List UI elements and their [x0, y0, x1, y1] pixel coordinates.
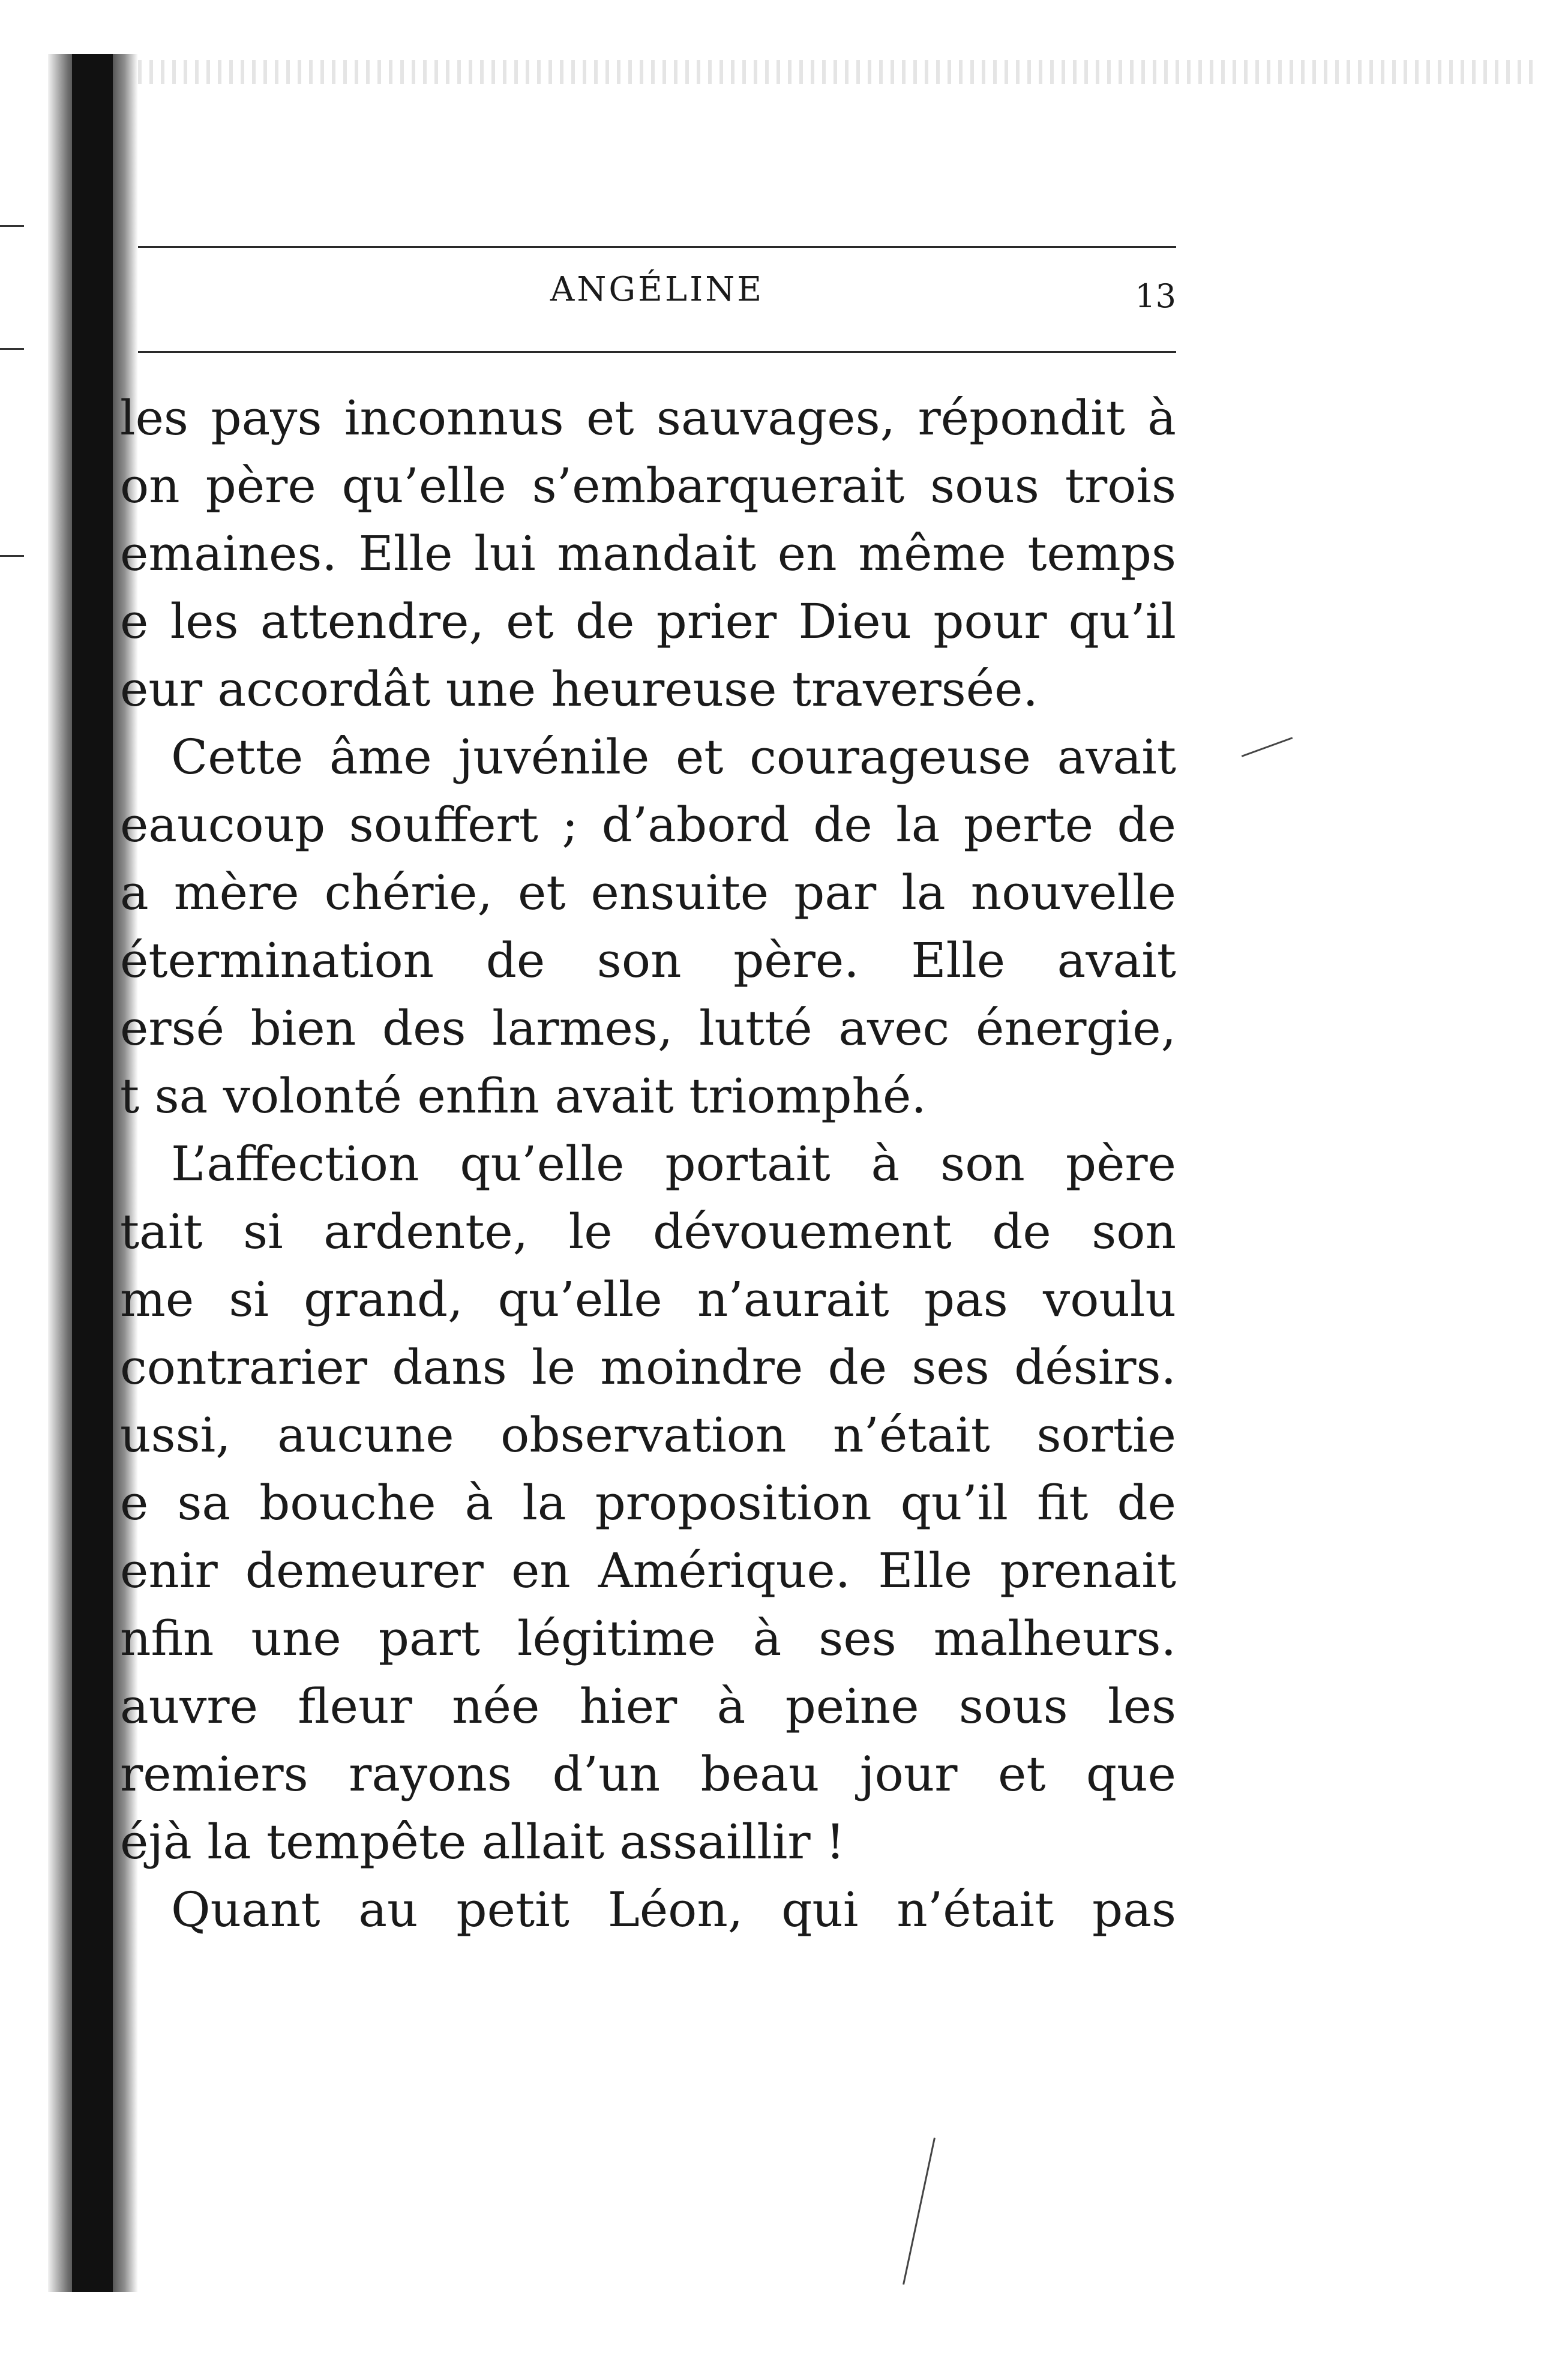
text-line: e sa bouche à la proposition qu’il fit de [120, 1475, 1176, 1531]
text-line: a mère chérie, et ensuite par la nouvelle [120, 865, 1176, 920]
facing-page-mark [0, 555, 24, 557]
running-header [138, 270, 1176, 318]
text-line: me si grand, qu’elle n’aurait pas voulu [120, 1272, 1176, 1327]
text-line: contrarier dans le moindre de ses désirs. [120, 1339, 1176, 1395]
text-line: ussi, aucune observation n’était sortie [120, 1407, 1176, 1463]
text-line: t sa volonté enfin avait triomphé. [120, 1068, 927, 1124]
facing-page-mark [0, 348, 24, 350]
text-line: ersé bien des larmes, lutté avec énergie, [120, 1000, 1176, 1056]
text-line: les pays inconnus et sauvages, répondit à [120, 390, 1176, 446]
text-line: eur accordât une heureuse traversée. [120, 661, 1038, 717]
scan-noise [138, 60, 1536, 84]
page-number: 13 [1135, 277, 1176, 315]
text-line: e les attendre, et de prier Dieu pour qu’il [120, 593, 1176, 649]
text-line: nfin une part légitime à ses malheurs. [120, 1611, 1176, 1666]
text-line: on père qu’elle s’embarquerait sous trois [120, 458, 1176, 514]
text-line: Cette âme juvénile et courageuse avait [171, 729, 1176, 785]
running-title: ANGÉLINE [550, 270, 764, 309]
text-line: L’affection qu’elle portait à son père [171, 1136, 1176, 1192]
pencil-mark [903, 2137, 936, 2284]
text-line: enir demeurer en Amérique. Elle prenait [120, 1543, 1176, 1599]
header-bottom-rule [138, 351, 1176, 353]
text-line: emaines. Elle lui mandait en même temps [120, 526, 1176, 581]
text-line: Quant au petit Léon, qui n’était pas [171, 1882, 1176, 1938]
body-text [120, 384, 1176, 1944]
text-line: étermination de son père. Elle avait [120, 932, 1176, 988]
text-line: eaucoup souffert ; d’abord de la perte de [120, 797, 1176, 853]
text-line: tait si ardente, le dévouement de son [120, 1204, 1176, 1260]
binding-edge [72, 54, 113, 2292]
header-top-rule [138, 246, 1176, 248]
text-line: auvre fleur née hier à peine sous les [120, 1678, 1176, 1734]
facing-page-mark [0, 225, 24, 227]
text-line: remiers rayons d’un beau jour et que [120, 1746, 1176, 1802]
text-line: éjà la tempête allait assaillir ! [120, 1814, 846, 1870]
pencil-mark [1242, 737, 1293, 757]
